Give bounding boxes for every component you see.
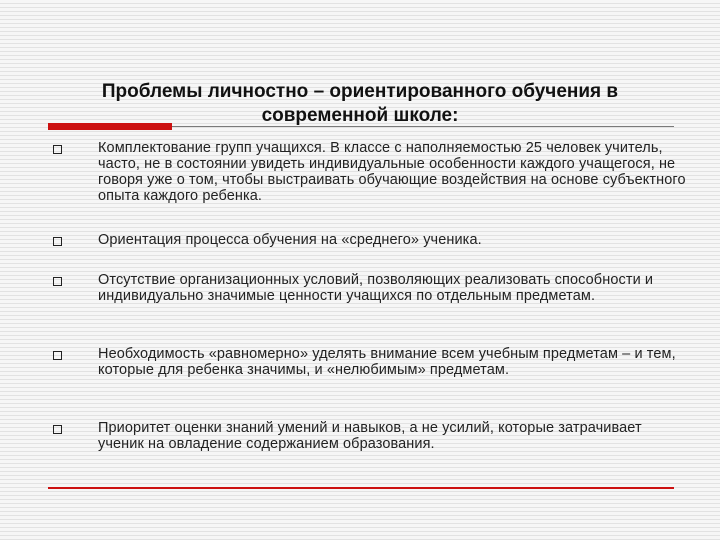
list-item-text: Комплектование групп учащихся. В классе с наполняемостью 25 человек учитель, часто, не в состоянии увидеть индивидуальные особенности каждого учащегося, не говоря уже о том, чтобы выстраивать обучающие воздействия на основе субъектного опыта каждого ребенка. — [98, 140, 686, 204]
list-item-text: Необходимость «равномерно» уделять внимание всем учебным предметам – и тем, которые для ребенка значимы, и «нелюбимым» предметам. — [98, 346, 676, 378]
list-item-text: Ориентация процесса обучения на «среднего» ученика. — [98, 232, 482, 248]
square-bullet-icon — [53, 277, 62, 286]
accent-bar — [48, 123, 172, 130]
square-bullet-icon — [53, 351, 62, 360]
bottom-divider — [48, 487, 674, 489]
square-bullet-icon — [53, 237, 62, 246]
slide-title: Проблемы личностно – ориентированного обучения в современной школе: — [101, 81, 619, 126]
square-bullet-icon — [53, 145, 62, 154]
square-bullet-icon — [53, 425, 62, 434]
list-item-text: Отсутствие организационных условий, позволяющих реализовать способности и индивидуально значимые ценности учащихся по отдельным предметам. — [98, 272, 654, 304]
list-item-text: Приоритет оценки знаний умений и навыков, а не усилий, которые затрачивает ученик на овладение содержанием образования. — [98, 420, 642, 452]
